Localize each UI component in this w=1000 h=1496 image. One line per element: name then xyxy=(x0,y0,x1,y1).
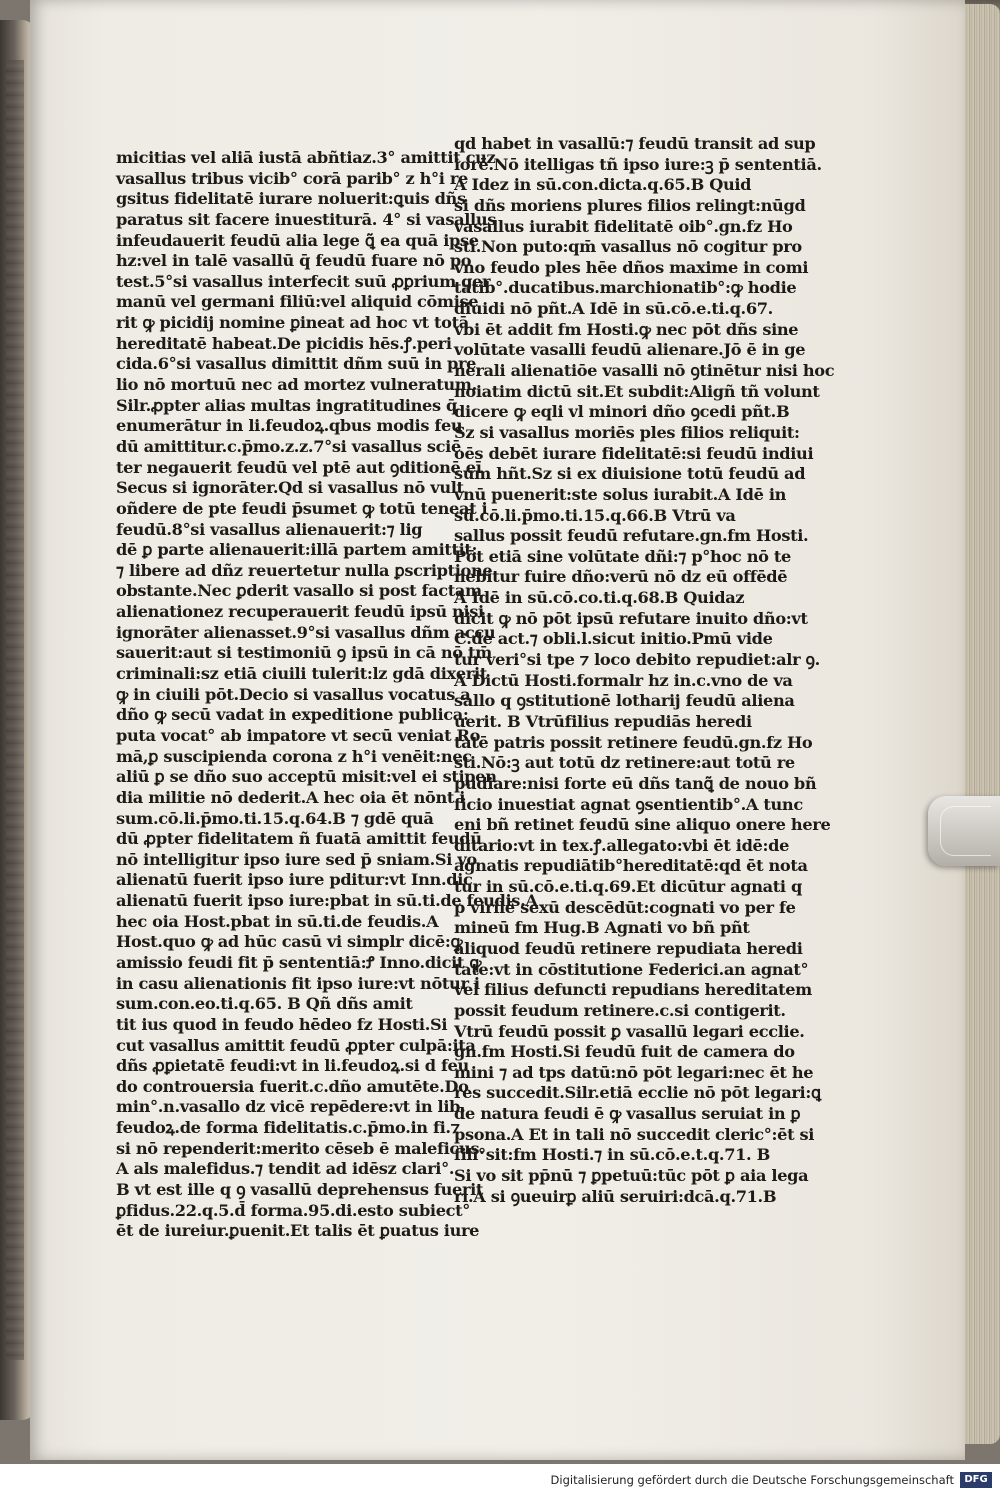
text-line: lio nō mortuū nec ad mortez vulneratum. xyxy=(116,375,477,395)
funding-credit: Digitalisierung gefördert durch die Deutsche Forschungsgemeinschaft xyxy=(550,1473,954,1487)
text-line: amissio feudi fit p̄ sententiā:Ꝭ Inno.dicit ꝙ xyxy=(116,952,482,972)
text-line: psona.A Et in tali nō succedit cleric°:ēt si xyxy=(454,1124,815,1144)
text-line: ꝑfidus.22.q.5.d̄ forma.95.di.esto subiect° xyxy=(116,1200,471,1220)
text-line: in casu alienationis fit ipso iure:vt nōtur i xyxy=(116,973,480,993)
text-line: dño ꝙ secū vadat in expeditione publica: xyxy=(116,705,469,725)
left-text-column xyxy=(116,148,538,1242)
text-line: vno feudo ples hēe dños maxime in comi xyxy=(454,257,809,277)
neighbor-page-edge xyxy=(6,60,24,1360)
text-line: manū vel germani filiū:vel aliquid cōmise xyxy=(116,292,479,312)
text-line: alienationez recuperauerit feudū ipsū nisi xyxy=(116,602,484,622)
text-line: A Idez in sū.con.dicta.q.65.B Quid xyxy=(454,175,752,195)
text-line: iorē.Nō itelligas tñ ipso iure:ꝫ p̄ sententiā. xyxy=(454,154,822,174)
text-line: eni bñ retinet feudū sine aliquo onere here xyxy=(454,815,831,835)
text-line: ignorāter alienasset.9°si vasallus dñm accu xyxy=(116,622,496,642)
text-line: qd habet in vasallū:⁊ feudū transit ad sup xyxy=(454,134,816,153)
text-line: ri.A si ꝯueuirꝑ aliū seruiri:dcā.q.71.B xyxy=(454,1186,777,1206)
text-line: sti.Nō:ꝫ aut totū dz retinere:aut totū re xyxy=(454,753,795,773)
text-line: sallus possit feudū refutare.gn.fm Hosti. xyxy=(454,526,809,546)
text-line: infeudauerit feudū alia lege ꝗ̃ ea quā ipse xyxy=(116,230,479,250)
text-line: A Idē in sū.cō.co.ti.q.68.B Quidaz xyxy=(454,588,745,608)
text-line: tatē patris possit retinere feudū.gn.fz Ho xyxy=(454,732,813,752)
text-line: alienatū fuerit ipso iure pditur:vt Inn.dic xyxy=(116,870,473,890)
text-line: ꝙ in ciuili pōt.Decio si vasallus vocatus a xyxy=(116,684,471,704)
text-line: B vt est ille q ꝯ vasallū deprehensus fuerit xyxy=(116,1180,484,1200)
text-line: obstante.Nec ꝑderit vasallo si post factam xyxy=(116,581,482,601)
text-line: hec oia Host.pbat in sū.ti.de feudis.A xyxy=(116,911,439,931)
text-line: alienatū fuerit ipso iure:pbat in sū.ti.de feudis.A xyxy=(116,891,538,911)
text-line: micitias vel aliā iustā abñtiaz.3° amittit cuz xyxy=(116,148,496,167)
text-line: cut vasallus amittit feudū ꝓpter culpā:ita xyxy=(116,1035,476,1055)
text-line: Secus si ignorāter.Qd si vasallus nō vult xyxy=(116,478,464,498)
text-line: criminali:sz etiā ciuili tulerit:lz gdā dixerit xyxy=(116,664,487,684)
text-line: ditario:vt in tex.ꝭ.allegato:vbi ēt idē:de xyxy=(454,835,790,855)
text-line: mā,ꝑ suscipienda corona z h°i venēit:nec xyxy=(116,746,472,766)
text-line: tit ius quod in feudo hēdeo fz Hosti.Si xyxy=(116,1014,448,1034)
text-line: paratus sit facere inuestiturā. 4° si vasallus xyxy=(116,209,496,229)
text-line: aliū ꝑ se dño suo acceptū misit:vel ei stipen xyxy=(116,767,497,787)
text-line: feudū.8°si vasallus alienauerit:⁊ lig xyxy=(116,519,423,539)
text-line: agnatis repudiātib°hereditatē:qd ēt nota xyxy=(454,856,808,876)
text-line: noiatim dictū sit.Et subdit:Aligñ tñ volunt xyxy=(454,381,820,401)
text-line: dia militie nō dederit.A hec oia ēt nōnt i xyxy=(116,787,466,807)
text-line: vasallus tribus vicib° corā parib° z h°i re xyxy=(116,168,469,188)
text-line: ⁊ libere ad dñz reuertetur nulla ꝑscriptione xyxy=(116,560,493,580)
text-line: gsitus fidelitatē iurare noluerit:ꝗuis dñs xyxy=(116,189,466,209)
text-line: test.5°si vasallus interfecit suū ꝓꝑrium ger xyxy=(116,271,491,291)
text-line: vasallus iurabit fidelitatē oib°.gn.fz Ho xyxy=(454,216,793,236)
text-line: Host.quo ꝙ ad hūc casū vi simplr dicē:ꝙ xyxy=(116,932,463,952)
text-line: res succedit.Silr.etiā ecclie nō pōt legari:ꝗ xyxy=(454,1083,821,1103)
text-line: gn.fm Hosti.Si feudū fuit de camera do xyxy=(454,1042,795,1062)
text-line: mini ⁊ ad tps datū:nō pōt legari:nec ēt he xyxy=(454,1062,814,1082)
text-line: si nō rependerit:merito cēseb ē maleficus. xyxy=(116,1138,485,1158)
text-line: Silr.ꝓpter alias multas ingratitudines q̄ xyxy=(116,395,457,415)
text-line: do controuersia fuerit.c.dño amutēte.Do xyxy=(116,1076,469,1096)
text-line: cida.6°si vasallus dimittit dñm suū in pre xyxy=(116,354,477,374)
text-line: nebitur fuire dño:verū nō dz eū offēdē xyxy=(454,567,788,587)
text-line: tatib°.ducatibus.marchionatib°:ꝙ hodie xyxy=(454,278,797,298)
text-line: pudiare:nisi forte eū dñs tanꝗ̃ de nouo bñ xyxy=(454,773,817,793)
text-line: Vtrū feudū possit ꝑ vasallū legari ecclie. xyxy=(454,1021,805,1041)
text-line: oēs debēt iurare fidelitatē:si feudū indiui xyxy=(454,443,814,463)
text-line: dū amittitur.c.p̄mo.z.z.7°si vasallus sciē xyxy=(116,436,461,456)
text-line: vbi ēt addit fm Hosti.ꝙ nec pōt dñs sine xyxy=(454,319,799,339)
text-line: A Dictū Hosti.formalr hz in.c.vno de va xyxy=(454,670,793,690)
text-line: aliquod feudū retinere repudiata heredi xyxy=(454,938,803,958)
text-line: C.de act.⁊ obli.l.sicut initio.Pmū vide xyxy=(454,629,773,649)
text-line: puta vocat° ab impatore vt secū veniat Ro xyxy=(116,725,481,745)
dfg-logo: DFG xyxy=(960,1472,992,1488)
text-line: sum hñt.Sz si ex diuisione totū feudū ad xyxy=(454,464,806,484)
text-line: sauerit:aut si testimoniū ꝯ ipsū in cā nō tm̄ xyxy=(116,643,492,663)
text-line: vnū puenerit:ste solus iurabit.A Idē in xyxy=(454,484,787,504)
right-text-column xyxy=(454,134,835,1207)
text-line: volūtate vasalli feudū alienare.Jō ē in ge xyxy=(454,340,806,360)
text-line: ēt de iureiur.ꝑuenit.Et talis ēt ꝑuatus iure xyxy=(116,1221,480,1241)
text-line: si dñs moriens plures filios relingt:nūgd xyxy=(454,195,806,215)
text-line: enumerātur in li.feudoꝝ.qbus modis feu xyxy=(116,416,463,436)
text-line: dicere ꝙ eqli vl minori dño ꝯcedi pñt.B xyxy=(454,402,790,422)
text-line: tate:vt in cōstitutione Federici.an agnat° xyxy=(454,959,809,979)
text-line: vel filius defuncti repudians hereditatem xyxy=(454,980,812,1000)
text-line: mineū fm Hug.B Agnati vo bñ pñt xyxy=(454,918,750,938)
text-line: dē ꝑ parte alienauerit:illā partem amittit: xyxy=(116,540,478,560)
text-line: de natura feudi ē ꝙ vasallus seruiat in ꝑ xyxy=(454,1104,801,1124)
text-line: Si vo sit pp̄nū ⁊ ꝑpetuū:tūc pōt ꝑ aia lega xyxy=(454,1166,809,1186)
text-line: oñdere de pte feudi p̄sumet ꝙ totū teneat i xyxy=(116,498,488,518)
text-line: ter negauerit feudū vel ptē aut ꝯditionē eī xyxy=(116,457,482,477)
text-line: tur veri°si tpe ⁊ loco debito repudiet:alr ꝯ. xyxy=(454,650,820,670)
text-line: Pōt etiā sine volūtate dñi:⁊ p°hoc nō te xyxy=(454,546,791,566)
text-line: fili°sit:fm Hosti.⁊ in sū.cō.e.t.q.71. B xyxy=(454,1145,770,1165)
text-line: p virilē sexū descēdūt:cognati vo per fe xyxy=(454,897,796,917)
text-line: diuidi nō pñt.A Idē in sū.cō.e.ti.q.67. xyxy=(454,299,773,319)
text-line: possit feudum retinere.c.si contigerit. xyxy=(454,1000,786,1020)
text-line: sum.cō.li.p̄mo.ti.15.q.64.B ⁊ gdē quā xyxy=(116,808,434,828)
text-line: tur in sū.cō.e.ti.q.69.Et dicūtur agnati q xyxy=(454,877,802,897)
text-line: hereditatē habeat.De picidis hēs.ꝭ.peri xyxy=(116,333,452,353)
text-line: Sz si vasallus moriēs ples filios reliquit: xyxy=(454,422,800,442)
page-tab-marker xyxy=(928,796,1000,866)
text-line: hz:vel in talē vasallū q̄ feudū fuare nō po xyxy=(116,251,472,271)
text-line: A als malefidus.⁊ tendit ad idēsz clari°. xyxy=(116,1159,455,1179)
text-line: dñs ꝓꝑietatē feudi:vt in li.feudoꝝ.si d feu xyxy=(116,1056,469,1076)
digitization-footer xyxy=(0,1464,1000,1496)
text-line: uerit. B Vtrūfilius repudiās heredi xyxy=(454,711,752,731)
text-line: min°.n.vasallo dz vicē repēdere:vt in lib. xyxy=(116,1097,466,1117)
text-line: feudoꝝ.de forma fidelitatis.c.p̄mo.in fi.⁊ xyxy=(116,1118,460,1138)
text-line: sti.Non puto:qm̄ vasallus nō cogitur pro xyxy=(454,237,802,257)
text-line: rit ꝙ picidij nomine ꝑineat ad hoc vt totā xyxy=(116,313,469,333)
text-line: sū.cō.li.p̄mo.ti.15.q.66.B Vtrū va xyxy=(454,505,736,525)
text-line: ficio inuestiat agnat ꝯsentientib°.A tunc xyxy=(454,794,803,814)
text-line: nō intelligitur ipso iure sed p̄ sniam.Si vo xyxy=(116,849,477,869)
text-line: sum.con.eo.ti.q.65. B Qñ dñs amit xyxy=(116,994,413,1014)
text-line: dū ꝓpter fidelitatem ñ fuatā amittit feudū xyxy=(116,829,482,849)
text-line: sallo q ꝯstitutionē lotharij feudū aliena xyxy=(454,691,795,711)
text-line: nerali alienatiōe vasalli nō ꝯtinētur nisi hoc xyxy=(454,361,835,381)
text-line: dicit ꝙ nō pōt ipsū refutare inuito dño:vt xyxy=(454,608,808,628)
